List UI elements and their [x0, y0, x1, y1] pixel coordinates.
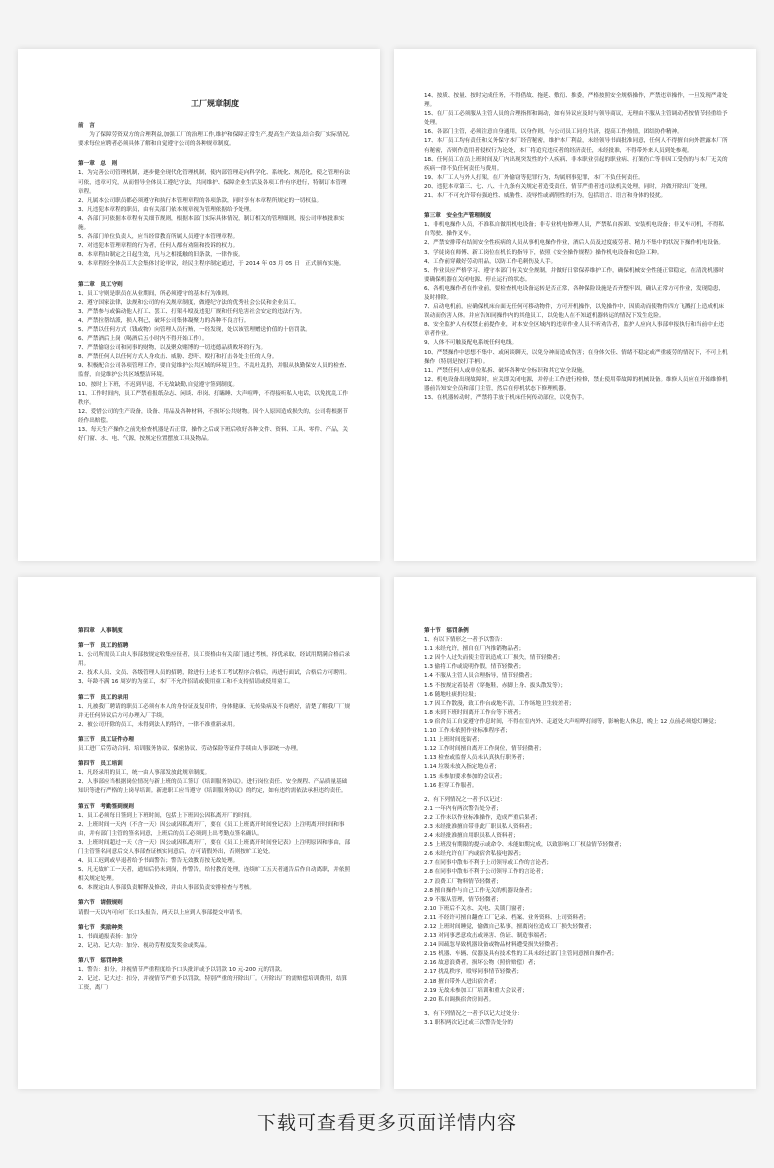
paragraph: 10、严禁操作中思想不集中、或闲谈聊天，以免分神而造成伤害；在身体欠佳、情绪不稳定或严重疲劳的情况下，不可上机操作（特别是按打手柄）。 — [424, 349, 728, 365]
list-item: 2.7 浪费工厂物料情节轻微者； — [424, 878, 502, 885]
section-7-heading: 第七节 奖励种类 — [78, 924, 123, 931]
paragraph: 1、凡经录用的员工，统一由人事部发放此规章制度。 — [78, 770, 211, 777]
list-item: 2.5 上班没有期限的提示或命令、未能如期完成，以致影响工厂权益情节轻微者； — [424, 842, 625, 849]
paragraph: 4、员工迟到或早退者给予书面警告；警告无效教育按无故处理。 — [78, 858, 239, 865]
paragraph: 6、各机电操作者在作业前，要检查机电设备运转是否正常，各种保险设施是否齐整牢固，确认正常方可作业，发现隐患，及时排除。 — [424, 285, 725, 301]
document-page-1 — [18, 49, 380, 561]
list-item: 1.8 未到下班时间离开工作台等下班者； — [424, 709, 525, 716]
list-item: 1.12 工作时间擅自离开工作岗位，情节轻微者； — [424, 746, 545, 753]
paragraph: 1、书面通报表扬：加分 — [78, 933, 138, 940]
document-page-3 — [18, 577, 380, 1089]
chapter-3-heading: 第三章 安全生产管理制度 — [424, 213, 492, 220]
document-page-4 — [394, 577, 756, 1089]
paragraph: 5、作业员应严格学习、遵守本部门有关安全规制，并做好日常保养维护工作，确保机械安全性能正常稳定，在清洗机器时要确保机器在关闭电源、停止运行的状态。 — [424, 267, 725, 283]
list-item: 2.15 机器、车辆、仪器及具有技术性的工具未经过部门主管同意擅自操作者； — [424, 951, 618, 958]
list-item: 1.14 垃圾未放入指定地点者； — [424, 764, 500, 771]
paragraph: 8、严禁任何人以任何方式人身攻击、威胁、恐吓、殴打和打击各处主任的人身。 — [78, 354, 278, 361]
list-heading: 1、有以下情形之一者予以警告： — [424, 637, 506, 644]
list-item: 2.10 下班后不关水、关电、关锁门窗者； — [424, 905, 528, 912]
paragraph: 1、公司所需员工由人事部按规定收集应征者，员工资格由有关部门通过考核，择优录取，经试用期满合格后录用。 — [78, 652, 351, 668]
list-item: 1.13 检查或监督人员未认真执行职务者； — [424, 755, 528, 762]
paragraph: 16、各部门主管，必须注意自身通用，以身作则，与公司员工同舟共济，提高工作热情，团结协作精神。 — [424, 129, 683, 136]
paragraph: 7、严禁偷窃公司和同事的财物，以及聚众赌博的一切违德品质败坏的行为。 — [78, 345, 267, 352]
document-title: 工厂规章制度 — [191, 99, 239, 108]
section-2-heading: 第二节 员工的录用 — [78, 694, 129, 701]
paragraph: 10、按时上下班，不迟到早退，不无故缺勤,自觉遵守签到制度。 — [78, 381, 238, 388]
paragraph: 9、积极配合公司各项管理工作，要自觉维护公共区域的环境卫生，不乱吐乱扔，并服从执勤保安人员的检查、监督，自觉维护公共区域整洁环境。 — [78, 363, 351, 379]
list-item: 2.3 未经批准擅自带非此厂职员私人资料者； — [424, 823, 536, 830]
paragraph: 2、严禁安排带有结间安全性疾病的人员从事机电操作作业，酒后人员及过度疲劳者、精力不集中的状况下操作机电设备。 — [424, 240, 725, 247]
preface-text: 为了保障劳资双方的合理利益,加强工厂的治理工作,维护和保障正常生产,提高生产效益,结合我厂实际情况,要求每位应聘者必须具体了解和自觉遵守公司的各种规章制度。 — [78, 132, 350, 148]
document-page-2 — [394, 49, 756, 561]
chapter-3-body — [424, 221, 728, 403]
list-item: 1.4 不服从主管人员合理指导，情节轻微者； — [424, 673, 536, 680]
paragraph: 员工进厂后劳动合同、培训服务协议、保密协议、劳动保险等证件手续由人事部统一办理。 — [78, 746, 302, 753]
paragraph: 2、记过、记大过：扣分，并视情节严重予以罚款，特别严重的开除出厂。（开除出厂的需赔偿培训费用，结算工资，离厂） — [78, 976, 348, 992]
chapter-4-heading: 第四章 人事制度 — [78, 628, 123, 634]
paragraph: 9、本章程经全体员工大会集体讨论审议，经民主程序制定通过，于 2014 年 03 月 05 日 正式颁布实施。 — [78, 261, 345, 268]
list-item: 2.12 上班时间睡觉，偷做自己私事，擅离岗位造成工厂损失轻微者； — [424, 924, 595, 930]
chapter-1-heading: 第一章 总 则 — [78, 161, 118, 168]
list-item: 1.5 不按规定着装者（穿拖鞋，赤脚上身、拔头散发等）； — [424, 682, 567, 689]
list-item: 2.1 一年内有两次警告处分者； — [424, 805, 502, 812]
section-8-heading: 第八节 惩罚种类 — [78, 957, 123, 964]
list-item: 1.1 未经允许，擅自在厂内推销物品者； — [424, 646, 525, 653]
list-heading: 3、有下列情况之一者予以记大过处分： — [424, 1010, 523, 1017]
paragraph: 19、本厂工人与外人打架，在厂外偷窃等犯罪行为，均属刑事犯罪，本厂不负任何责任。 — [424, 174, 644, 181]
list-item: 2.2 工作未以作业标准操作，造成严重后果者； — [424, 814, 541, 821]
download-more-prompt[interactable]: 下载可查看更多页面详情内容 — [256, 1112, 517, 1134]
section-10-heading: 第十节 惩罚条例 — [424, 628, 469, 634]
list-item: 2.11 不经许可擅自翻查工厂记录、档案、业务资料、上司资料者； — [424, 914, 590, 921]
paragraph: 12、机电设备出现故障时，应关即关闭电源，并停止工作进行检修，禁止使用带故障的机械设备。维修人员应在开始维修机器前告知安全员和部门主管，然后在停机状态下修理机器。 — [424, 376, 728, 392]
list-item: 2.19 无故未参加工厂培训和重大会议者； — [424, 987, 528, 994]
list-item: 1.3 偷将工作或说明作假，情节轻微者； — [424, 664, 525, 671]
paragraph: 1、警告：扣分，并视情节严重程度给予口头批评或予以罚款 10 元-200 元的罚款。 — [78, 967, 286, 973]
paragraph: 20、违犯本章第三、七、八、十九条有关规定者造受责任，情节严重者违司法机关处理，同时，并做开除出厂处理。 — [424, 183, 711, 190]
list-item: 2.14 因疏忽导致机器设备或物品材料遭受损失轻微者； — [424, 942, 562, 949]
paragraph: 1、员工必须每日签到上下班时间，包括上下班因公因私离开厂的时间。 — [78, 812, 255, 819]
paragraph: 5、严禁以任何方式（钱或物）向管理人员行贿，一经发现，处以该管理赠送价值的十倍罚款。 — [78, 326, 311, 333]
paragraph: 13、在机器转动时，严禁将手放于机床任何传动部位，以免伤手。 — [424, 395, 588, 401]
paragraph: 11、严禁任何人或单位私拆、破坏各种安全标识和其它安全设施。 — [424, 367, 588, 374]
list-item: 1.7 因工作散漫，致工作台或地不清，工作场地卫生较差者； — [424, 700, 575, 707]
paragraph: 2、被公司开除的员工，未得到法人的特许，一律不准重新录用。 — [78, 721, 239, 728]
list-item: 2.18 擅自带外人进出宿舍者； — [424, 978, 500, 985]
section-3-heading: 第三节 员工证件办理 — [78, 736, 134, 743]
paragraph: 1、凡被我厂聘请的职员工必须有本人的身份证及复印件，身体健康、无传染病及不良嗜好，清楚了解我厂厂规并无任何异议后方可办理入厂手续。 — [78, 703, 351, 719]
list-item: 2.7 在同事中散布不利于上司领导或工作的言论者； — [424, 860, 553, 867]
list-heading: 2、有下列情况之一者予以记过： — [424, 796, 506, 803]
paragraph: 4、严禁拉帮结派，损人利己，破坏公司集体凝聚力的各种不良言行。 — [78, 317, 250, 324]
paragraph: 18、任何员工在员上班时间及厂内出现突发性的个人疾病、非本职业引起的职业病、打架伤亡等非因工受伤的与本厂无关的疾病一律不负任何责任与费用。 — [424, 156, 728, 172]
paragraph: 13、每天生产操作之前先检查机器是否正常，操作之后或下班后收好各种文件、资料、工具、零件、产品，关好门窗、水、电、气源，按规定位置摆放工具及物品。 — [78, 427, 349, 443]
paragraph: 2、记功、记大功：加分、视功劳程度发奖金或奖品。 — [78, 942, 211, 949]
list-item: 2.20 私自调换宿舍房间者。 — [424, 996, 495, 1003]
paragraph: 3、年龄不满 16 周岁的为童工，本厂不允许招请或使用童工和不支持招请或使用童工。 — [78, 679, 294, 686]
paragraph: 8、本章程由制定之日起生效，凡与之相抵触的旧条款，一律作废。 — [78, 252, 244, 259]
section-5-heading: 第五节 考勤签到规则 — [78, 803, 134, 810]
list-item: 1.2 因个人过失而使主管讯造成工厂损失，情节轻微者； — [424, 655, 564, 662]
paragraph: 8、安全监护人有权禁止前提作业，对本安全区域内的违章作业人员不听劝告者，监护人应向人事部申报执行和当前中止违章者作业。 — [424, 322, 725, 338]
paragraph: 14、按质、按量、按时完成任务，不得借故、拖延、敷衍、推委，严格按照安全规格操作，严禁违章操作，一旦发现严肃处理。 — [424, 93, 728, 109]
paragraph: 3、严禁参与或偏动他人打工、罢工、打架斗殴及违犯厂规和任何危害社会安定的违法行为。 — [78, 308, 306, 315]
paragraph: 4、工作前穿戴好劳动用品，以防工作毛刺伤及人手。 — [424, 258, 557, 265]
paragraph: 1、非机电操作人员，不准私自做用机电设备；非专业机电修理人员，严禁私自拆卸、安装机电设备；非叉车司机，不得私自驾驶、操作叉车。 — [424, 222, 725, 238]
section-1-heading: 第一节 员工的招聘 — [78, 643, 129, 650]
list-item: 2.9 不服从管理，情节轻微者； — [424, 896, 502, 903]
list-item: 3.1 职积两次记过或三次警告处分的 — [424, 1019, 513, 1026]
paragraph: 4、各部门可依据本章程有关细节规则，根据本部门实际具体情况，制订相关的管理细则，报公司审核批准实施。 — [78, 215, 345, 232]
list-item: 1.15 未参加要求参加的会议者； — [424, 773, 506, 780]
paragraph: 2、技术人员、文员、各级管理人员的招聘，除进行上述书工考试程序合格后，再进行面试，合格后方可聘用。 — [78, 670, 351, 677]
list-item: 1.10 工作未依照作业标准程序者； — [424, 728, 511, 735]
paragraph: 11、工作时间内，员工严禁看报纸杂志、闲谈、串岗、打瞌睡、大声喧哗，不得接听私人电话，以免扰乱工作秩序。 — [78, 390, 349, 406]
list-item: 1.9 宿舍员工自觉遵守作息时间，不得在室内外、走道处大声喧哗打闹等，影响他人休息，晚上 12 点前必须熄灯睡觉； — [424, 718, 720, 725]
chapter-2-body — [78, 290, 352, 445]
warning-list — [424, 645, 728, 791]
paragraph: 3、学徒岗在师傅、新工岗位在机长的指导下，依照《安全操作规程》操作机电设备和危险工种。 — [424, 249, 663, 256]
paragraph: 5、凡无故旷工一天者，通知后仍未到岗，作警告，给付教育处理，连续旷工五天者通告后作自动离职，并依照相关规定处理。 — [78, 867, 351, 883]
paragraph: 12、爱惜公司的生产设备，设备、用品及各种材料，不损坏公共财物。因个人原因造成损失的，公司将根据节经作出赔偿。 — [78, 408, 349, 424]
paragraph: 3、上班时间超过一天（含一天）因公或因私离开厂，要在《员工上班离开时间登记表》上注明原因和事由，部门主管签名同意后交人事部查证核实同意后，方可请假外出，否则按旷工论处。 — [78, 839, 351, 855]
paragraph: 6、严禁酒后上岗（喝酒后五小时内不得开始工作）。 — [78, 336, 208, 343]
paragraph: 17、本厂员工均有责任和义务保守本厂经营秘密，维护本厂利益，未经领导书面批准同意，任何人不得擅自向外泄露本厂所有秘密，否则作造用者侵权行为论处，本厂将追究违反者的经济责任，未经批准，不得带外来人员到处参观。 — [424, 138, 728, 154]
list-item: 2.4 未经批准擅自用职员私人资料者； — [424, 833, 519, 840]
paragraph: 6、本规定由人事部负责解释及修改，并由人事部负责安排检查与考核。 — [78, 885, 255, 892]
list-item: 2.8 擅自操作与自己工作无关的机器设备者； — [424, 887, 536, 894]
section-4-heading: 第四节 员工培训 — [78, 761, 123, 768]
list-item: 2.13 对同事恶意攻击或诬害、伪证、制造事端者； — [424, 933, 551, 940]
paragraph: 9、人体不可触及配电系统任何电线。 — [424, 340, 518, 347]
paragraph: 2、人事部应当根据岗位情况与新上班的员工签订《培训服务协议》。进行岗位责任、安全规程、产品质量基础知识等进行严格的上岗导培训。新进职工应当遵守《培训服务协议》的约定，如有违约需依法承担违约责任。 — [78, 779, 348, 795]
paragraph: 3、凡违犯本章程的职员，由有关部门依本规章视为管理依据给予处理。 — [78, 206, 255, 213]
paragraph: 2、上班时间一天内（不含一天）因公或因私离开厂，要在《员工上班离开时间登记表》上注明离开时间和事由，并有部门主管的签名同意，上班后的员工必须到上出考勤点签名确认。 — [78, 821, 345, 837]
paragraph: 7、对违犯本管理章程的行为者，任何人都有劝阻和投诉的权力。 — [78, 243, 239, 250]
paragraph: 2、遵守国家法律，法规和公司的有关规章制度，做遵纪守法的优秀社会公民和企业员工。 — [78, 299, 300, 306]
list-item: 1.6 随地吐痰扔垃圾； — [424, 691, 480, 698]
chapter-2-continued — [424, 92, 728, 201]
paragraph: 1、员工守则是职员在从业期间，所必须遵守的基本行为准则。 — [78, 290, 233, 297]
section-6-heading: 第六节 请假规则 — [78, 900, 123, 907]
chapter-2-heading: 第二章 员工守则 — [78, 281, 123, 288]
paragraph: 请假一天以内可向厂长口头报告，两天以上应到人事部提交申请书。 — [78, 909, 246, 916]
paragraph: 15、在厂员工必须服从主管人员的合理指挥和调动，如有异议应及时与领导商议，无理由不服从主管调动者按情节轻重给予处理。 — [424, 111, 728, 127]
chapter-1-body — [78, 169, 352, 269]
list-item: 2.17 扰乱秩序，殴辱同事情节轻微者； — [424, 969, 523, 976]
paragraph: 5、各部门单位负责人，应当经常教育所属人员遵守本管理章程。 — [78, 234, 239, 241]
list-item: 2.8 在同事中散布不利于公司领导工作的言论者； — [424, 869, 547, 876]
demerit-list — [424, 805, 728, 1005]
paragraph: 2、凡属本公司职员都必须遵守和执行本管理章程的各项条款，同时享有本章程所规定的一切权益。 — [78, 197, 323, 204]
preface-heading: 前 言 — [78, 123, 95, 130]
list-item: 1.11 上班时间逛街者； — [424, 737, 483, 744]
paragraph: 7、启动电机前，应确保机床台面无任何可移动物件，方可开机操作，以免操作中，因质动而使物件四方飞溅打上造成机床误动而伤害人体。并应告知同操作内的其他员工，以免他人在不知道机器转运的情况下发生危险。 — [424, 304, 725, 320]
list-item: 1.16 拒穿工作服者。 — [424, 782, 478, 789]
list-item: 2.16 故意浪费者，损坏公物（照价赔偿）者； — [424, 960, 539, 967]
paragraph: 1、为完善公司管理机制，逐步健全现代化管理机制，使内部管理走向科学化、系统化、规范化，使之管理有法可依，违章可究，从而督导全体员工遵纪守法，共同维护、保障企业生活及各项工作有序进行，特制订本管理章程。 — [78, 170, 351, 195]
list-item: 2.6 未经允许在厂内或宿舍私接电源者； — [424, 851, 525, 858]
paragraph: 21、本厂不可允许带有强迫性、威胁性、凌辱性或剥削性的行为，包括语言、语言和身体的侵扰。 — [424, 193, 667, 200]
